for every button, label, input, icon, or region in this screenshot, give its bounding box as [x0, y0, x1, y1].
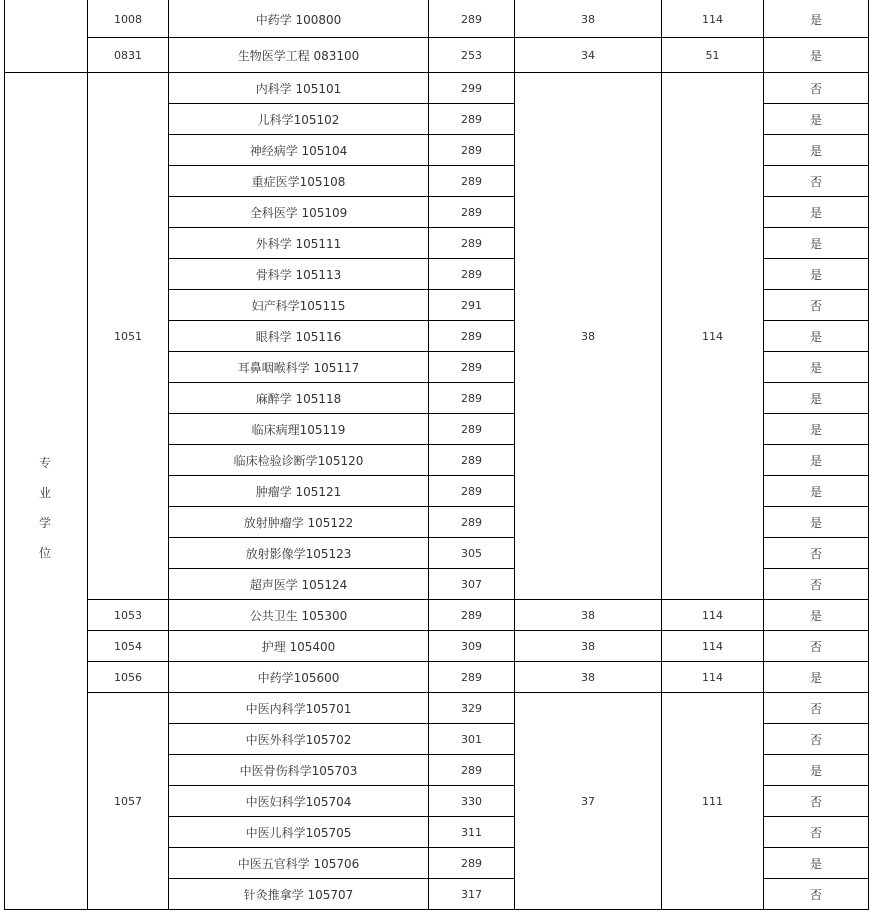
- total-score: 317: [461, 887, 482, 901]
- category-char: 学: [38, 516, 51, 530]
- major-name: 中药学 100800: [255, 13, 342, 27]
- flag-value: 否: [809, 701, 822, 716]
- other-subjects-score: 114: [702, 608, 723, 622]
- major-name: 神经病学 105104: [249, 143, 348, 158]
- major-name: 麻醉学 105118: [255, 391, 342, 406]
- major-name: 肿瘤学 105121: [255, 484, 342, 499]
- grid-line: [868, 0, 869, 910]
- politics-english-score: 38: [581, 329, 595, 343]
- flag-value: 是: [809, 48, 822, 63]
- major-name: 中药学105600: [257, 670, 340, 685]
- other-subjects-score: 114: [702, 329, 723, 343]
- total-score: 289: [461, 143, 482, 157]
- major-name: 中医内科学105701: [245, 701, 352, 716]
- total-score: 330: [461, 794, 482, 808]
- flag-value: 是: [809, 763, 822, 778]
- category-char: 业: [38, 486, 51, 500]
- major-code: 1056: [114, 670, 142, 684]
- total-score: 329: [461, 701, 482, 715]
- flag-value: 否: [809, 639, 822, 654]
- major-name: 超声医学 105124: [249, 577, 348, 592]
- total-score: 307: [461, 577, 482, 591]
- total-score: 289: [461, 267, 482, 281]
- grid-line: [514, 0, 515, 910]
- major-code: 1053: [114, 608, 142, 622]
- total-score: 289: [461, 670, 482, 684]
- major-name: 中医五官科学 105706: [237, 856, 360, 871]
- flag-value: 否: [809, 887, 822, 902]
- flag-value: 否: [809, 825, 822, 840]
- politics-english-score: 38: [581, 639, 595, 653]
- major-name: 放射影像学105123: [245, 546, 352, 561]
- major-name: 妇产科学105115: [251, 298, 346, 313]
- total-score: 289: [461, 329, 482, 343]
- total-score: 309: [461, 639, 482, 653]
- major-name: 中医外科学105702: [245, 732, 352, 747]
- major-name: 护理 105400: [261, 639, 336, 654]
- category-label: [4, 448, 86, 568]
- total-score: 301: [461, 732, 482, 746]
- politics-english-score: 34: [581, 48, 595, 62]
- flag-value: 是: [809, 670, 822, 685]
- flag-value: 是: [809, 112, 822, 127]
- major-name: 骨科学 105113: [255, 267, 342, 282]
- total-score: 289: [461, 391, 482, 405]
- politics-english-score: 38: [581, 608, 595, 622]
- flag-value: 是: [809, 856, 822, 871]
- grid-line: [763, 0, 764, 910]
- major-name: 中医骨伤科学105703: [239, 763, 358, 778]
- flag-value: 是: [809, 453, 822, 468]
- total-score: 289: [461, 484, 482, 498]
- flag-value: 否: [809, 546, 822, 561]
- politics-english-score: 38: [581, 13, 595, 26]
- major-name: 重症医学105108: [251, 174, 346, 189]
- flag-value: 是: [809, 13, 822, 27]
- total-score: 289: [461, 13, 482, 26]
- flag-value: 是: [809, 267, 822, 282]
- major-name: 耳鼻咽喉科学 105117: [237, 360, 360, 375]
- total-score: 289: [461, 763, 482, 777]
- flag-value: 否: [809, 81, 822, 96]
- category-char: 位: [38, 546, 51, 560]
- flag-value: 是: [809, 360, 822, 375]
- major-name: 生物医学工程 083100: [237, 48, 360, 63]
- major-name: 公共卫生 105300: [249, 608, 348, 623]
- total-score: 253: [461, 48, 482, 62]
- grid-line: [168, 0, 169, 910]
- flag-value: 否: [809, 298, 822, 313]
- total-score: 289: [461, 422, 482, 436]
- major-code: 1051: [114, 329, 142, 343]
- major-name: 临床检验诊断学105120: [233, 453, 364, 468]
- total-score: 291: [461, 298, 482, 312]
- major-code: 1057: [114, 794, 142, 808]
- grid-line: [661, 0, 662, 910]
- major-code: 0831: [114, 48, 142, 62]
- flag-value: 否: [809, 732, 822, 747]
- total-score: 289: [461, 515, 482, 529]
- total-score: 299: [461, 81, 482, 95]
- grid-line: [87, 0, 88, 910]
- major-code: 1054: [114, 639, 142, 653]
- total-score: 289: [461, 112, 482, 126]
- flag-value: 是: [809, 484, 822, 499]
- major-name: 中医妇科学105704: [245, 794, 352, 809]
- flag-value: 否: [809, 174, 822, 189]
- flag-value: 是: [809, 515, 822, 530]
- total-score: 289: [461, 236, 482, 250]
- flag-value: 是: [809, 422, 822, 437]
- flag-value: 否: [809, 794, 822, 809]
- flag-value: 是: [809, 329, 822, 344]
- flag-value: 是: [809, 143, 822, 158]
- major-name: 眼科学 105116: [255, 329, 342, 344]
- other-subjects-score: 114: [702, 639, 723, 653]
- major-name: 临床病理105119: [251, 422, 346, 437]
- flag-value: 否: [809, 577, 822, 592]
- major-name: 放射肿瘤学 105122: [243, 515, 354, 530]
- major-name: 儿科学105102: [257, 112, 340, 127]
- flag-value: 是: [809, 236, 822, 251]
- category-char: 专: [38, 456, 51, 470]
- other-subjects-score: 51: [705, 48, 720, 62]
- flag-value: 是: [809, 608, 822, 623]
- total-score: 305: [461, 546, 482, 560]
- politics-english-score: 38: [581, 670, 595, 684]
- total-score: 289: [461, 174, 482, 188]
- flag-value: 是: [809, 391, 822, 406]
- major-code: 1008: [114, 13, 142, 26]
- grid-line: [428, 0, 429, 910]
- total-score: 289: [461, 453, 482, 467]
- major-name: 针灸推拿学 105707: [243, 887, 354, 902]
- major-name: 中医儿科学105705: [245, 825, 352, 840]
- other-subjects-score: 114: [702, 670, 723, 684]
- other-subjects-score: 111: [702, 794, 723, 808]
- other-subjects-score: 114: [702, 13, 723, 26]
- flag-value: 是: [809, 205, 822, 220]
- total-score: 289: [461, 856, 482, 870]
- major-name: 内科学 105101: [255, 81, 342, 96]
- total-score: 311: [461, 825, 482, 839]
- major-name: 外科学 105111: [255, 236, 342, 251]
- major-name: 全科医学 105109: [249, 205, 348, 220]
- total-score: 289: [461, 360, 482, 374]
- total-score: 289: [461, 608, 482, 622]
- politics-english-score: 37: [581, 794, 595, 808]
- total-score: 289: [461, 205, 482, 219]
